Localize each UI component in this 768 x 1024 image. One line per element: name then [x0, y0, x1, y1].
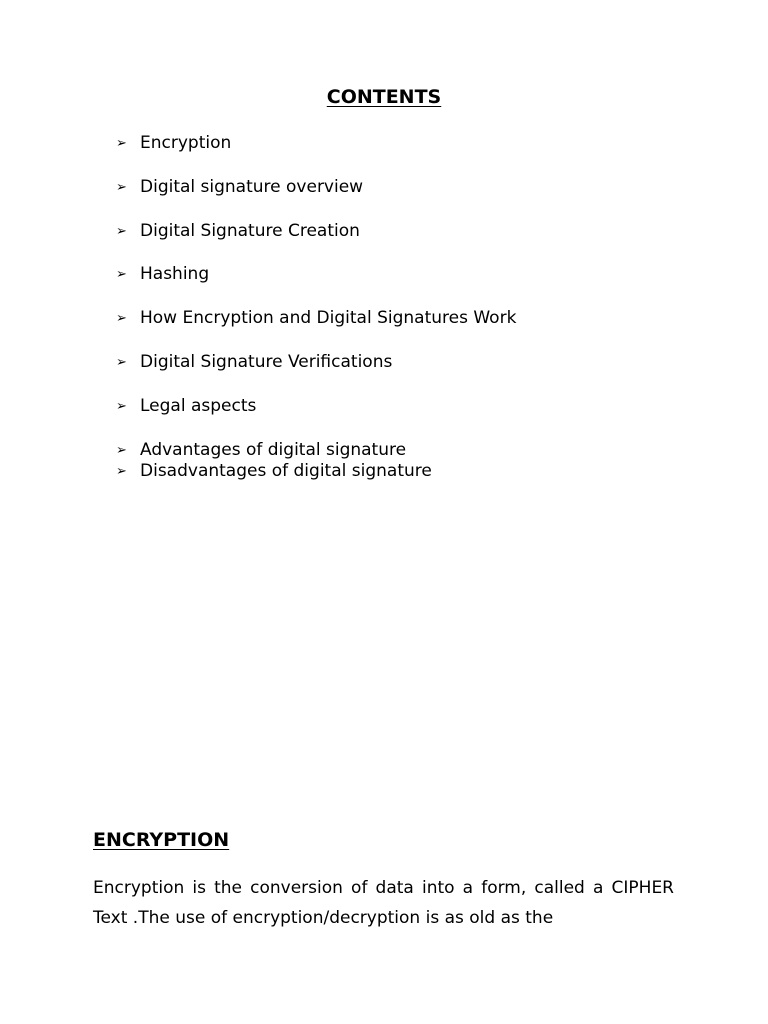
toc-item-label: Legal aspects	[140, 396, 257, 416]
contents-title: CONTENTS	[326, 86, 442, 108]
section-body-encryption: Encryption is the conversion of data into a form, called a CIPHER Text .The use of encryption/decryption is as old as the	[93, 878, 674, 928]
toc-item	[116, 220, 360, 243]
arrowhead-bullet-icon: ➢	[116, 311, 127, 326]
toc-item-label: Digital signature overview	[140, 177, 364, 197]
arrowhead-bullet-icon: ➢	[116, 355, 127, 370]
arrowhead-bullet-icon: ➢	[116, 267, 127, 282]
arrowhead-bullet-icon: ➢	[116, 399, 127, 414]
arrowhead-bullet-icon: ➢	[116, 443, 127, 458]
section-heading-encryption: ENCRYPTION	[93, 829, 230, 851]
arrowhead-bullet-icon: ➢	[116, 464, 127, 479]
arrowhead-bullet-icon: ➢	[116, 180, 127, 195]
toc-item-label: Disadvantages of digital signature	[140, 461, 432, 481]
toc-item	[116, 460, 432, 483]
toc-item	[116, 395, 256, 418]
toc-item-label: Digital Signature Creation	[140, 221, 360, 241]
toc-item-label: Advantages of digital signature	[140, 440, 407, 460]
toc-item-label: Encryption	[140, 133, 232, 153]
toc-item	[116, 439, 406, 462]
toc-item-label: Digital Signature Verifications	[140, 352, 393, 372]
arrowhead-bullet-icon: ➢	[116, 224, 127, 239]
toc-item	[116, 132, 231, 155]
toc-item	[116, 351, 392, 374]
toc-item	[116, 176, 363, 199]
toc-item	[116, 307, 516, 330]
toc-item-label: Hashing	[140, 264, 210, 284]
toc-item-label: How Encryption and Digital Signatures Work	[140, 308, 517, 328]
arrowhead-bullet-icon: ➢	[116, 136, 127, 151]
toc-item	[116, 263, 209, 286]
